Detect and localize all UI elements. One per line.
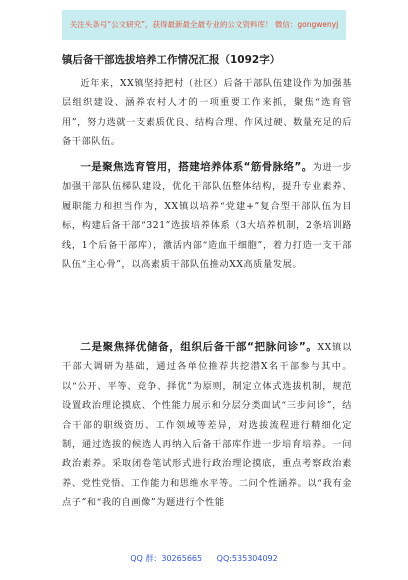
contact-footer	[0, 552, 408, 566]
document-title: 镇后备干部选拔培养工作情况汇报（1092字）	[62, 54, 281, 66]
paragraph-lead: 一是聚焦选育管用，搭建培养体系“筋骨脉络”。	[80, 161, 313, 173]
paragraph-section-2	[62, 338, 352, 513]
qq-group-number: QQ 群：30265665	[130, 554, 203, 563]
paragraph-lead: 二是聚焦择优储备，组织后备干部“把脉问诊”。	[80, 341, 318, 353]
promo-banner	[62, 10, 346, 40]
paragraph-text: 近年来，XX镇坚持把村（社区）后备干部队伍建设作为加强基层组织建设、涵养农村人才的一项重要工作来抓，聚焦“选育管用”，努力选就一支素质优良、结构合理、作风过硬、数量充足的后备干部队伍。	[62, 78, 352, 148]
paragraph-text: XX镇以干部大调研为基础，通过各单位推荐共挖潜X名干部参与其中。以“公开、平等、竞争、择优”为原则，制定立体式选拔机制，规范设置政治理论摸底、个性能力展示和分层分类面试“三步问诊”，结合干部的职级资历、工作领域等差异，对选拔流程进行精细化定制，通过选拔的候选人再纳入后备干部库作进一步培育培养。一问政治素养。采取闭卷笔试形式进行政治理论摸底，重点考察政治素养、党性党悟、工作能力和思维水平等。二问个性涵养。以“我有金点子”和“我的自画像”为题进行个性能	[62, 342, 352, 509]
promo-banner-text: 关注头条号“公文研究”，获得最新最全最专业的公文资料库！ 微信：gongwenyj	[69, 20, 339, 29]
paragraph-intro	[62, 74, 352, 152]
paragraph-section-1	[62, 158, 352, 274]
qq-number: QQ:535304092	[216, 554, 278, 563]
paragraph-text: 为进一步加强干部队伍梯队建设，优化干部队伍整体结构，提升专业素养、履职能力和担当作为，XX镇以培养“党建+”复合型干部队伍为目标，构建后备干部“321”选拔培养体系（3大培养机制，2条培训路线，1个后备干部库），激活内部“造血干细胞”，着力打造一支干部队伍“主心骨”，以高素质干部队伍推动XX高质量发展。	[62, 162, 352, 271]
